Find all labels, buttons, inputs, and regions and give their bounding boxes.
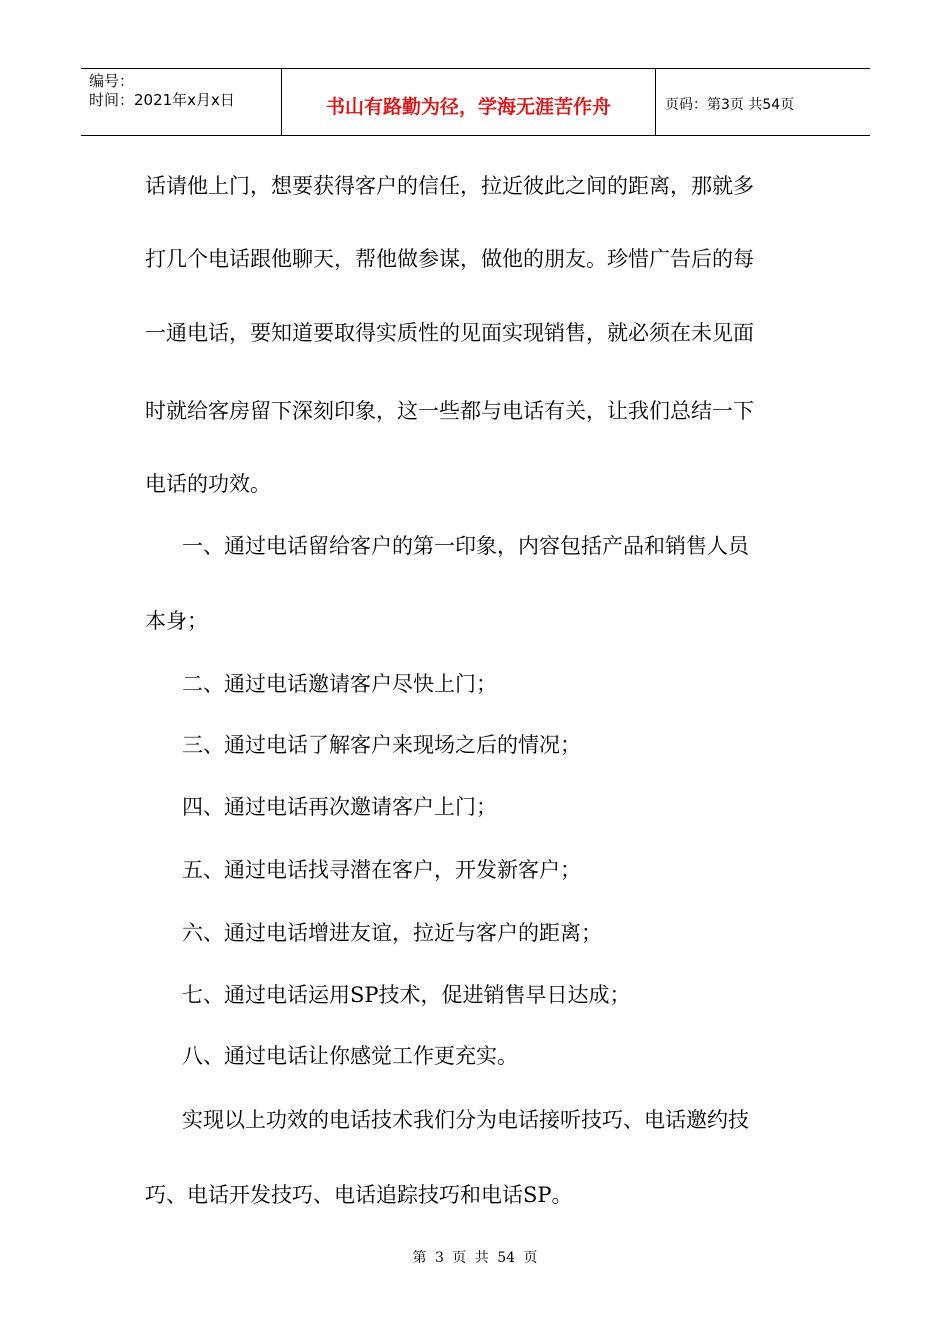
- list-item: 三、通过电话了解客户来现场之后的情况；: [182, 733, 581, 757]
- document-number-label: 编号：: [89, 72, 135, 90]
- body-line: 打几个电话跟他聊天，帮他做参谋，做他的朋友。珍惜广告后的每: [145, 247, 754, 271]
- document-header: [81, 68, 870, 136]
- page-footer: 第 3 页 共 54 页: [412, 1250, 538, 1266]
- header-motto: 书山有路勤为径，学海无涯苦作舟: [325, 95, 611, 118]
- list-item: 六、通过电话增进友谊，拉近与客户的距离；: [182, 921, 602, 945]
- list-item: 五、通过电话找寻潜在客户，开发新客户；: [182, 858, 581, 882]
- header-motto-cell: [282, 69, 656, 135]
- list-item: 七、通过电话运用SP技术，促进销售早日达成；: [182, 983, 631, 1007]
- body-line: 巧、电话开发技巧、电话追踪技巧和电话SP。: [145, 1183, 573, 1207]
- header-page-info: 页码：第3页 共54页: [665, 97, 795, 113]
- body-line: 话请他上门，想要获得客户的信任，拉近彼此之间的距离，那就多: [145, 174, 754, 198]
- document-date-label: 时间：2021年x月x日: [89, 91, 235, 109]
- body-line: 时就给客房留下深刻印象，这一些都与电话有关，让我们总结一下: [145, 399, 754, 423]
- body-line: 电话的功效。: [145, 472, 271, 496]
- list-item: 二、通过电话邀请客户尽快上门；: [182, 672, 497, 696]
- body-line: 一通电话，要知道要取得实质性的见面实现销售，就必须在未见面: [145, 321, 754, 345]
- list-item-continuation: 本身；: [145, 609, 208, 633]
- header-meta-cell: [81, 69, 282, 135]
- body-line: 实现以上功效的电话技术我们分为电话接听技巧、电话邀约技: [182, 1108, 749, 1132]
- list-item: 四、通过电话再次邀请客户上门；: [182, 795, 497, 819]
- header-page-cell: [656, 69, 870, 135]
- list-item: 一、通过电话留给客户的第一印象，内容包括产品和销售人员: [182, 534, 749, 558]
- list-item: 八、通过电话让你感觉工作更充实。: [182, 1044, 518, 1068]
